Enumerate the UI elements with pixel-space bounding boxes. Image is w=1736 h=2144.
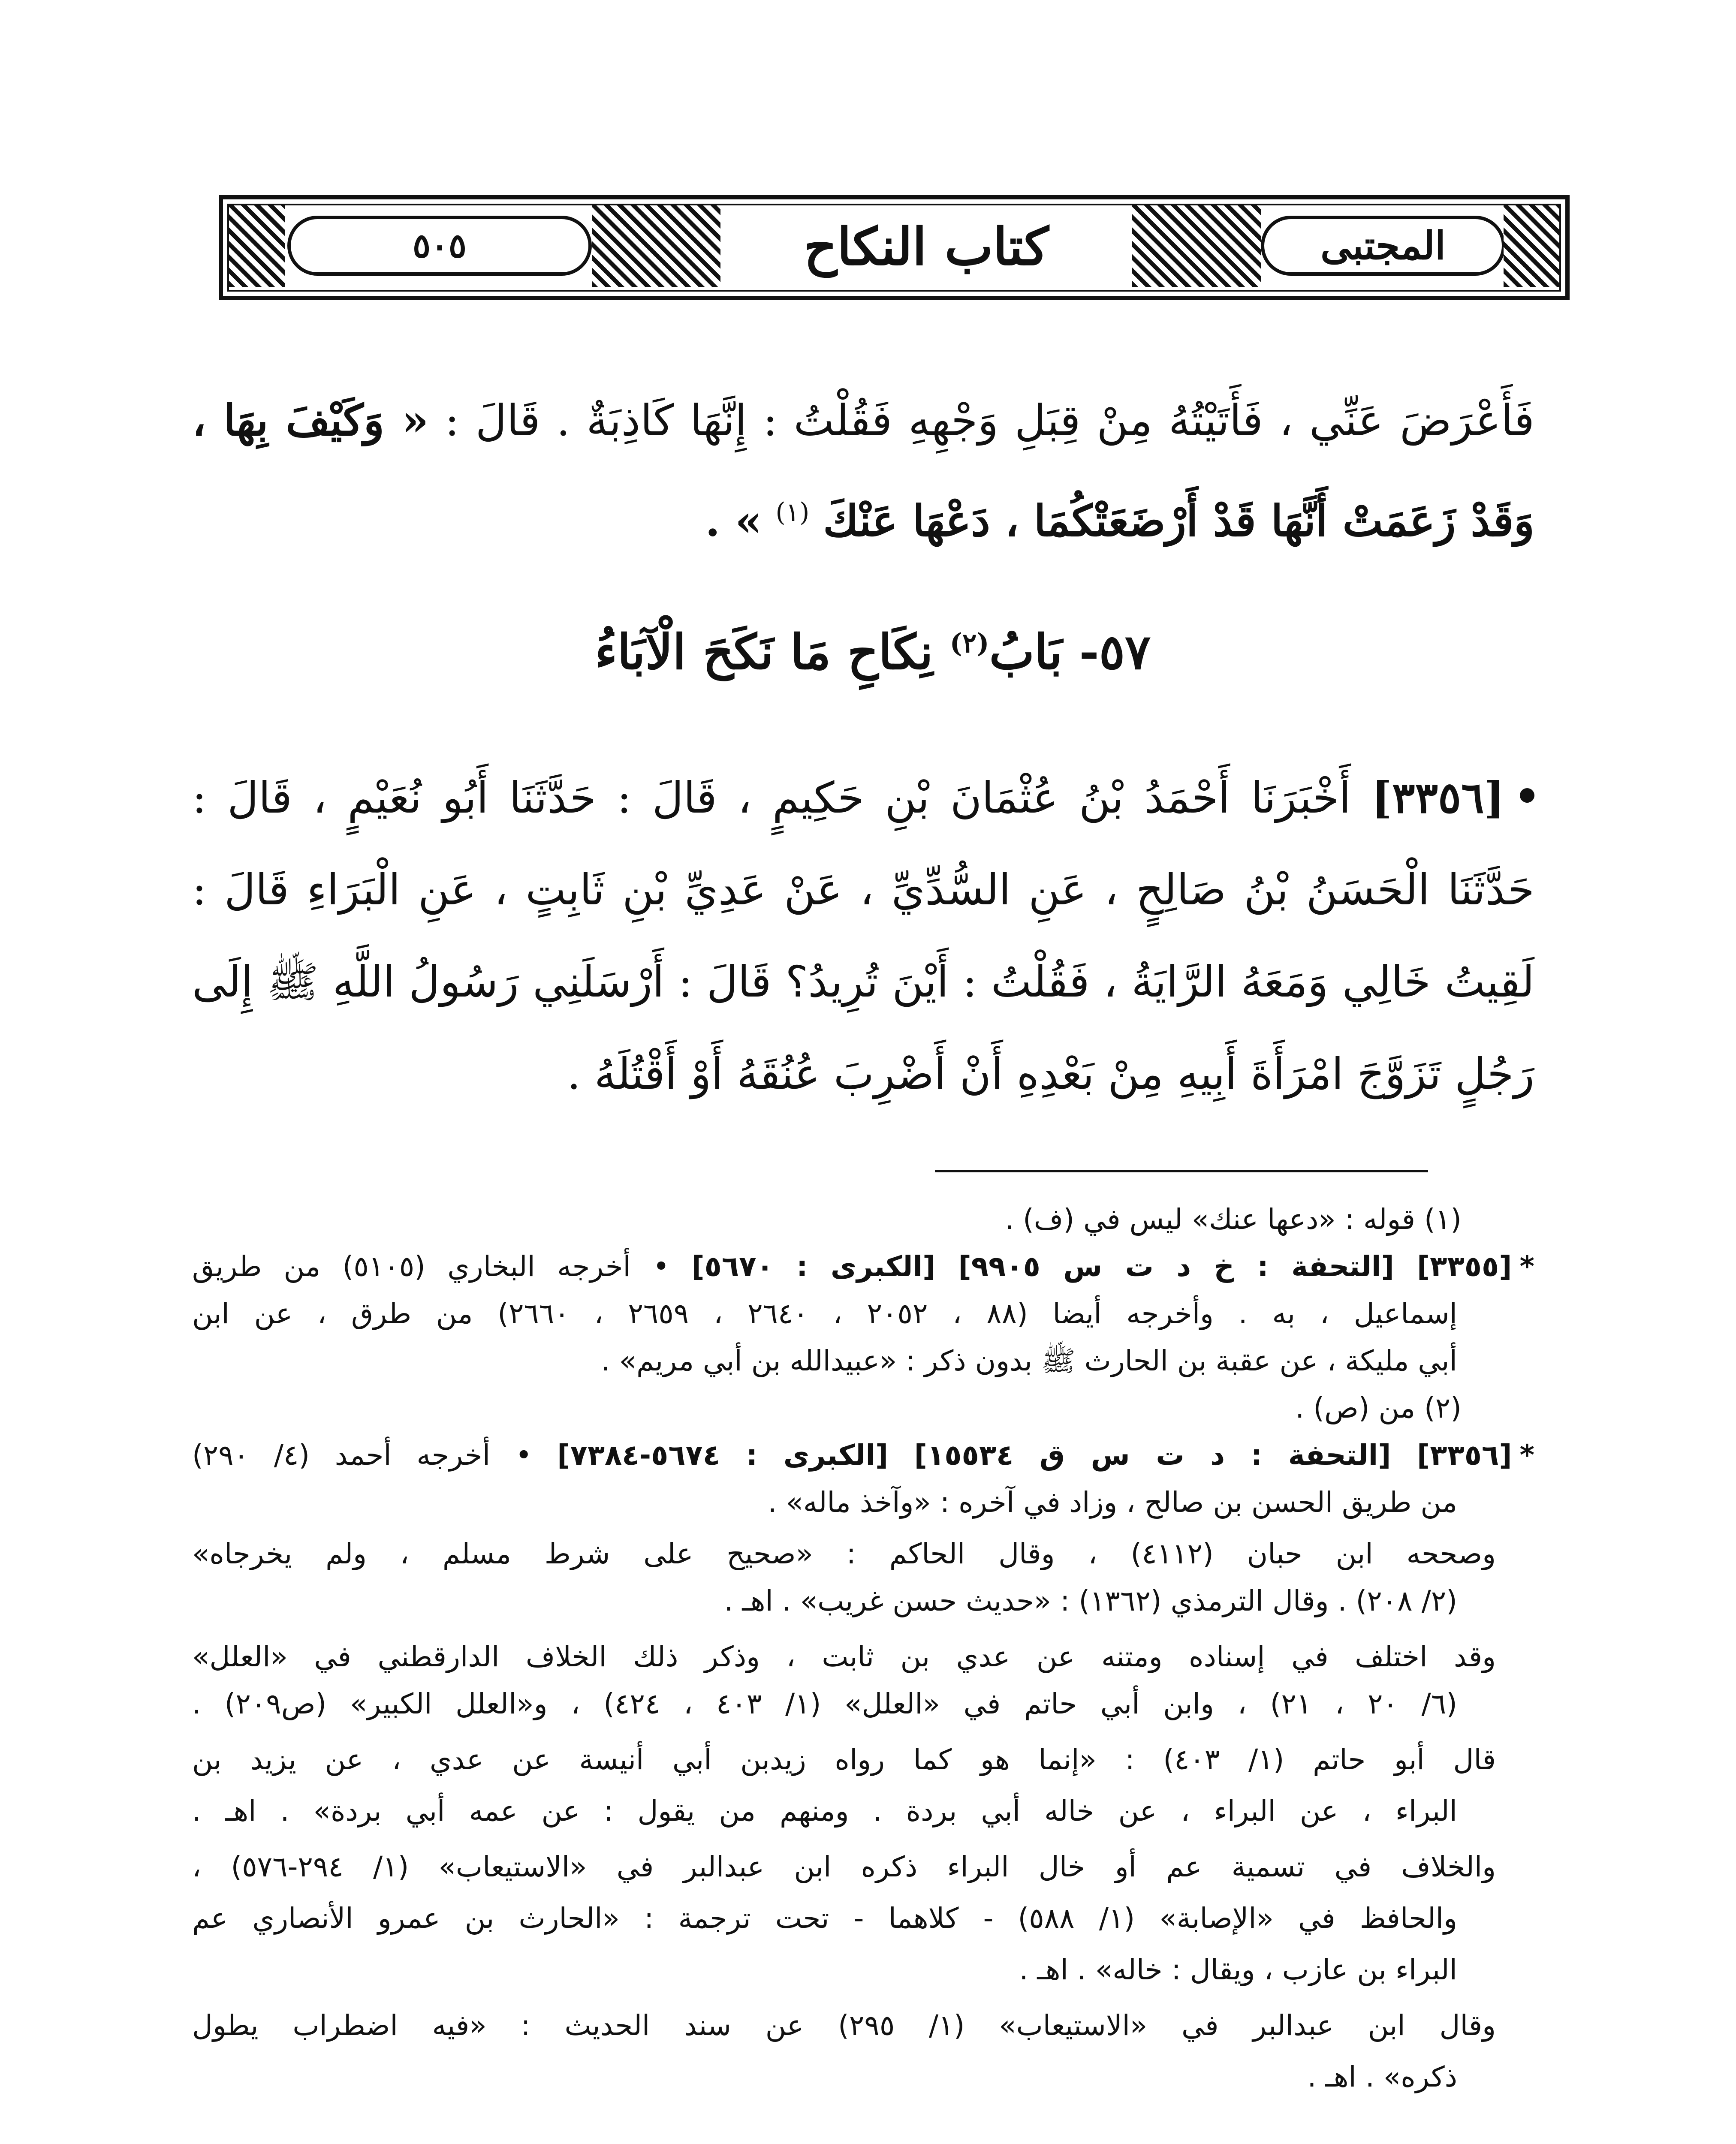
asterisk-icon: * xyxy=(1519,1250,1534,1283)
bullet-icon xyxy=(1520,788,1534,803)
series-title: المجتبى xyxy=(1261,216,1505,276)
header-ornament-mid-left xyxy=(592,205,720,287)
hadith-line-4: رَجُلٍ تَزَوَّجَ امْرَأَةَ أَبِيهِ مِنْ بَعْدِهِ أَنْ أَضْرِبَ عُنُقَهُ أَوْ أَقْتُلَهُ . xyxy=(567,1049,1534,1099)
hadith-line-3: لَقِيتُ خَالِي وَمَعَهُ الرَّايَةُ ، فَقُلْتُ : أَيْنَ تُرِيدُ؟ قَالَ : أَرْسَلَنِي رَسُولُ اللَّهِ ﷺ إِلَى xyxy=(192,957,1534,1007)
header-banner xyxy=(219,195,1570,300)
footnote-h3356-line-2: من طريق الحسن بن صالح ، وزاد في آخره : «وآخذ ماله» . xyxy=(768,1486,1457,1519)
footnote-h3355-refs: [٣٣٥٥] [التحفة : خ د ت س ٩٩٠٥] [الكبرى : ٥٦٧٠] xyxy=(691,1250,1512,1283)
footnote-h3355-line-2: إسماعيل ، به . وأخرجه أيضا (٨٨ ، ٢٠٥٢ ، ٢٦٤٠ ، ٢٦٥٩ ، ٢٦٦٠) من طرق ، عن ابن xyxy=(192,1297,1458,1330)
header-ornament-mid-right xyxy=(1132,205,1261,287)
footnote-h3356-line-5: وقد اختلف في إسناده ومتنه عن عدي بن ثابت ، وذكر ذلك الخلاف الدارقطني في «العلل» xyxy=(192,1640,1496,1673)
footnote-h3356-line-7: قال أبو حاتم (١/ ٤٠٣) : «إنما هو كما رواه زيدبن أبي أنيسة عن عدي ، عن يزيد بن xyxy=(192,1743,1496,1776)
main-text-line-2-bold: وَقَدْ زَعَمَتْ أَنَّهَا قَدْ أَرْضَعَتْكُمَا ، دَعْهَا عَنْكَ xyxy=(823,495,1534,546)
book-title: كتاب النكاح xyxy=(720,208,1132,285)
footnote-h3356-line-4: (٢/ ٢٠٨) . وقال الترمذي (١٣٦٢) : «حديث حسن غريب» . اهـ . xyxy=(724,1584,1457,1617)
footnote-h3356-line-13: ذكره» . اهـ . xyxy=(1307,2060,1457,2093)
header-ornament-left xyxy=(229,205,285,287)
footnote-h3356-line-12: وقال ابن عبدالبر في «الاستيعاب» (١/ ٢٩٥) عن سند الحديث : «فيه اضطراب يطول xyxy=(192,2009,1496,2042)
footnote-1: (١) قوله : «دعها عنك» ليس في (ف) . xyxy=(1005,1203,1462,1236)
hadith-line-1-text: أَخْبَرَنَا أَحْمَدُ بْنُ عُثْمَانَ بْنِ حَكِيمٍ ، قَالَ : حَدَّثَنَا أَبُو نُعَيْمٍ ، قَالَ : xyxy=(192,773,1351,823)
hadith-line-1 xyxy=(192,765,1504,830)
footnote-h3356-line-1 xyxy=(192,1432,1534,1479)
footnote-h3356-line-3: وصححه ابن حبان (٤١١٢) ، وقال الحاكم : «صحيح على شرط مسلم ، ولم يخرجاه» xyxy=(192,1537,1496,1570)
main-text-line-1-bold: « وَكَيْفَ بِهَا ، xyxy=(192,395,429,446)
footnote-h3356-line-9: والخلاف في تسمية عم أو خال البراء ذكره ابن عبدالبر في «الاستيعاب» (١/ ٢٩٤-٥٧٦) ، xyxy=(192,1850,1496,1883)
asterisk-icon: * xyxy=(1519,1439,1534,1472)
page-number: ٥٠٥ xyxy=(287,216,592,276)
chapter-heading xyxy=(202,609,1544,687)
footnote-h3356-line-10: والحافظ في «الإصابة» (١/ ٥٨٨) - كلاهما - تحت ترجمة : «الحارث بن عمرو الأنصاري عم xyxy=(192,1902,1458,1935)
footnote-h3356-line-8: البراء ، عن البراء ، عن خاله أبي بردة . ومنهم من يقول : عن عمه أبي بردة» . اهـ . xyxy=(192,1795,1457,1828)
header-ornament-right xyxy=(1504,205,1559,287)
chapter-number: ٥٧- xyxy=(1079,624,1151,681)
main-text-line-2 xyxy=(192,480,1534,553)
footnote-h3355-line-3: أبي مليكة ، عن عقبة بن الحارث ﷺ بدون ذكر : «عبيدالله بن أبي مريم» . xyxy=(601,1344,1457,1377)
footnote-h3356-text: • أخرجه أحمد (٤/ ٢٩٠) xyxy=(192,1439,532,1472)
chapter-title: نِكَاحِ مَا نَكَحَ الْآبَاءُ xyxy=(594,624,933,681)
footnote-h3355-text: • أخرجه البخاري (٥١٠٥) من طريق xyxy=(192,1250,670,1283)
footnote-ref-1: (١) xyxy=(775,497,810,527)
footnote-h3356-line-6: (٦/ ٢٠ ، ٢١) ، وابن أبي حاتم في «العلل» (١/ ٤٠٣ ، ٤٢٤) ، و«العلل الكبير» (ص٢٠٩) . xyxy=(192,1687,1457,1720)
footnote-h3355-line-1 xyxy=(192,1244,1534,1290)
main-text-line-1-plain: فَأَعْرَضَ عَنِّي ، فَأَتَيْتُهُ مِنْ قِبَلِ وَجْهِهِ فَقُلْتُ : إِنَّهَا كَاذِبَةٌ . قَالَ : xyxy=(445,395,1535,446)
footnote-ref-2: (٢) xyxy=(949,627,989,659)
main-text-line-2-end: » . xyxy=(705,495,762,546)
hadith-line-2: حَدَّثَنَا الْحَسَنُ بْنُ صَالِحٍ ، عَنِ السُّدِّيِّ ، عَنْ عَدِيِّ بْنِ ثَابِتٍ ، عَنِ الْبَرَاءِ قَالَ : xyxy=(192,864,1534,915)
hadith-number: [٣٣٥٦] xyxy=(1371,772,1504,823)
footnote-h3356-refs: [٣٣٥٦] [التحفة : د ت س ق ١٥٥٣٤] [الكبرى : ٥٦٧٤-٧٣٨٤] xyxy=(557,1439,1512,1472)
main-text-line-1 xyxy=(192,388,1534,453)
chapter-word: بَابُ xyxy=(989,624,1063,681)
footnote-divider xyxy=(935,1170,1428,1172)
footnote-h3356-line-11: البراء بن عازب ، ويقال : خاله» . اهـ . xyxy=(1019,1953,1457,1986)
footnote-2: (٢) من (ص) . xyxy=(1295,1391,1462,1424)
